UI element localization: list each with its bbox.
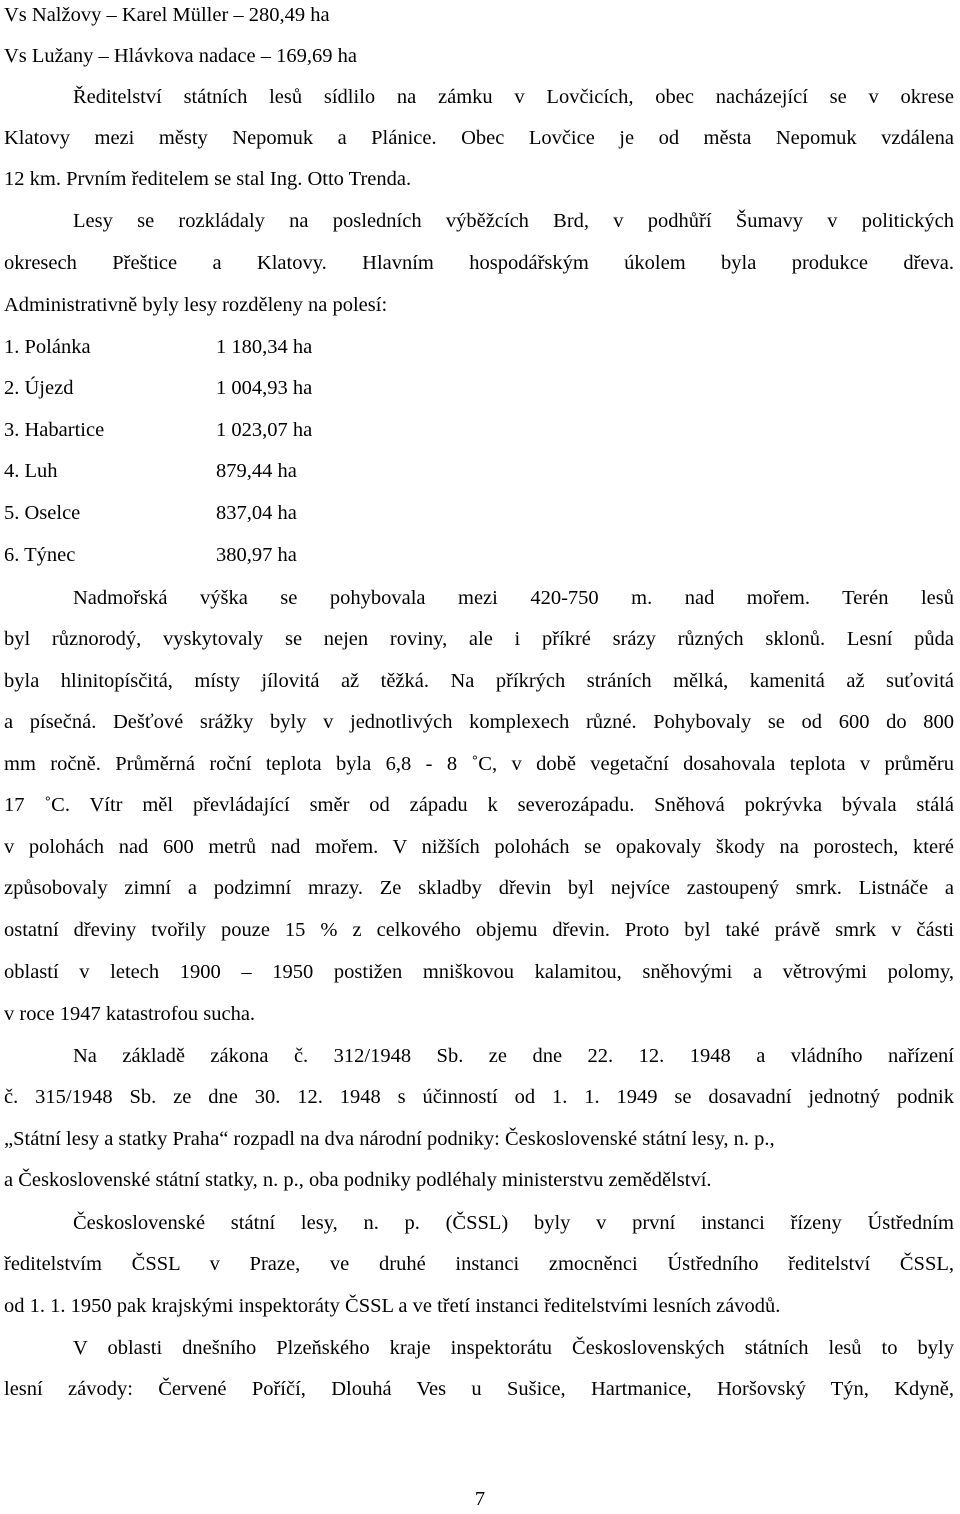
para1-line-3: 12 km. Prvním ředitelem se stal Ing. Otto Trenda. (4, 168, 412, 190)
polesi-name: 4. Luh (4, 460, 58, 482)
para2-line-1: Lesy se rozkládaly na posledních výběžcích Brd, v podhůří Šumavy v politických (73, 210, 954, 232)
polesi-area: 837,04 ha (216, 502, 297, 524)
intro-line-2: Vs Lužany – Hlávkova nadace – 169,69 ha (4, 45, 357, 67)
polesi-area: 1 180,34 ha (216, 336, 313, 358)
polesi-area: 1 023,07 ha (216, 419, 313, 441)
para5-line-3: od 1. 1. 1950 pak krajskými inspektoráty ČSSL a ve třetí instanci ředitelstvími lesních závodů. (4, 1295, 781, 1317)
para6-line-1: V oblasti dnešního Plzeňského kraje inspektorátu Československých státních lesů to byly (73, 1337, 954, 1359)
para4-line-2: č. 315/1948 Sb. ze dne 30. 12. 1948 s účinností od 1. 1. 1949 se dosavadní jednotný podnik (4, 1086, 954, 1108)
para6-line-2: lesní závody: Červené Poříčí, Dlouhá Ves u Sušice, Hartmanice, Horšovský Týn, Kdyně, (4, 1378, 954, 1400)
polesi-area: 380,97 ha (216, 544, 297, 566)
para3-line-2: byl různorodý, vyskytovaly se nejen roviny, ale i příkré srázy různých sklonů. Lesní půda (4, 628, 954, 650)
polesi-area: 879,44 ha (216, 460, 297, 482)
polesi-name: 1. Polánka (4, 336, 91, 358)
para3-line-8: způsobovaly zimní a podzimní mrazy. Ze skladby dřevin byl nejvíce zastoupený smrk. Listnáče a (4, 877, 954, 899)
para3-line-5: mm ročně. Průměrná roční teplota byla 6,8 - 8 ˚C, v době vegetační dosahovala teplota v průměru (4, 753, 954, 775)
para5-line-2: ředitelstvím ČSSL v Praze, ve druhé instanci zmocněnci Ústředního ředitelství ČSSL, (4, 1253, 954, 1275)
para3-line-6: 17 ˚C. Vítr měl převládající směr od západu k severozápadu. Sněhová pokrývka bývala stálá (4, 794, 954, 816)
para3-line-4: a písečná. Dešťové srážky byly v jednotlivých komplexech různé. Pohybovaly se od 600 do 800 (4, 711, 954, 733)
polesi-item (4, 540, 404, 570)
para1-line-1: Ředitelství státních lesů sídlilo na zámku v Lovčicích, obec nacházející se v okrese (73, 86, 954, 108)
polesi-name: 3. Habartice (4, 419, 105, 441)
polesi-name: 6. Týnec (4, 544, 76, 566)
para3-line-1: Nadmořská výška se pohybovala mezi 420-750 m. nad mořem. Terén lesů (73, 587, 954, 609)
polesi-item (4, 456, 404, 486)
para5-line-1: Československé státní lesy, n. p. (ČSSL) byly v první instanci řízeny Ústředním (73, 1212, 954, 1234)
para3-line-9: ostatní dřeviny tvořily pouze 15 % z celkového objemu dřevin. Proto byl také právě smrk v části (4, 919, 954, 941)
para4-line-4: a Československé státní statky, n. p., oba podniky podléhaly ministerstvu zemědělství. (4, 1169, 712, 1191)
para1-line-2: Klatovy mezi městy Nepomuk a Plánice. Obec Lovčice je od města Nepomuk vzdálena (4, 127, 954, 149)
para3-line-10: oblastí v letech 1900 – 1950 postižen mniškovou kalamitou, sněhovými a větrovými polomy, (4, 961, 954, 983)
para3-line-3: byla hlinitopísčitá, místy jílovitá až těžká. Na příkrých stráních mělká, kamenitá až suťovitá (4, 670, 954, 692)
para2-line-3: Administrativně byly lesy rozděleny na polesí: (4, 294, 388, 316)
intro-line-1: Vs Nalžovy – Karel Müller – 280,49 ha (4, 4, 330, 26)
para3-line-11: v roce 1947 katastrofou sucha. (4, 1003, 256, 1025)
para2-line-2: okresech Přeštice a Klatovy. Hlavním hospodářským úkolem byla produkce dřeva. (4, 252, 954, 274)
polesi-item (4, 498, 404, 528)
polesi-area: 1 004,93 ha (216, 377, 313, 399)
polesi-name: 2. Újezd (4, 377, 74, 399)
page-number: 7 (474, 1488, 486, 1510)
para4-line-1: Na základě zákona č. 312/1948 Sb. ze dne 22. 12. 1948 a vládního nařízení (73, 1045, 954, 1067)
para3-line-7: v polohách nad 600 metrů nad mořem. V nižších polohách se opakovaly škody na porostech, které (4, 836, 954, 858)
para4-line-3: „Státní lesy a statky Praha“ rozpadl na dva národní podniky: Československé státní lesy, n. p., (4, 1128, 775, 1150)
polesi-item (4, 332, 404, 362)
polesi-item (4, 415, 404, 445)
polesi-name: 5. Oselce (4, 502, 81, 524)
polesi-item (4, 373, 404, 403)
